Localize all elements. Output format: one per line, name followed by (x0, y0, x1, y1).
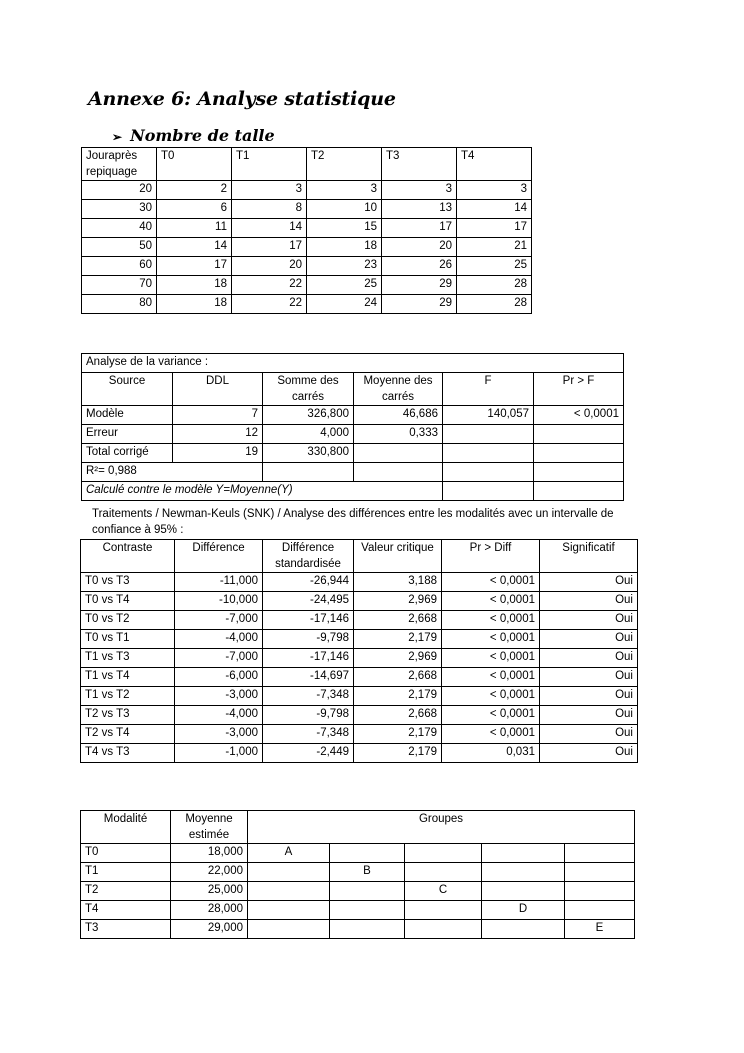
model-note: Calculé contre le modèle Y=Moyenne(Y) (82, 482, 443, 501)
table-cell (534, 463, 624, 482)
table-cell: 22 (232, 295, 307, 314)
table-row (82, 295, 532, 314)
table-cell: 6 (157, 200, 232, 219)
table-cell (354, 444, 443, 463)
table-cell: 14 (232, 219, 307, 238)
table-cell: 20 (232, 257, 307, 276)
table-cell: -7,000 (175, 649, 263, 668)
column-header: Moyenne des carrés (354, 373, 443, 406)
table-cell: 18 (307, 238, 382, 257)
table-cell: 25 (457, 257, 532, 276)
column-header: Jouraprès repiquage (82, 148, 157, 181)
table-cell: < 0,0001 (442, 668, 540, 687)
table-row (82, 276, 532, 295)
column-header: F (443, 373, 534, 406)
table-row (81, 725, 638, 744)
table-cell: Oui (540, 744, 638, 763)
table-cell (443, 482, 534, 501)
table-cell (534, 444, 624, 463)
table-row (81, 744, 638, 763)
table-cell: -24,495 (263, 592, 354, 611)
group-letter (405, 844, 482, 863)
group-letter (330, 844, 405, 863)
group-letter (405, 920, 482, 939)
table-cell: Erreur (82, 425, 173, 444)
table-cell: 18 (157, 276, 232, 295)
section-heading-label: Nombre de talle (130, 126, 275, 145)
table-cell: 22,000 (171, 863, 248, 882)
groups-table (80, 810, 635, 939)
group-letter: E (565, 920, 635, 939)
section-heading (112, 126, 275, 145)
table-cell: -17,146 (263, 611, 354, 630)
table-cell: T1 vs T4 (81, 668, 175, 687)
snk-note: Traitements / Newman-Keuls (SNK) / Analyse des différences entre les modalités avec un intervalle de confiance à 95% : (92, 508, 614, 536)
anova-table (81, 353, 624, 501)
group-letter (330, 920, 405, 939)
table-row (82, 444, 624, 463)
table-cell: 28 (457, 276, 532, 295)
table-cell: Modèle (82, 406, 173, 425)
table-cell: T3 (81, 920, 171, 939)
column-header: T0 (157, 148, 232, 181)
group-letter (482, 920, 565, 939)
table-row (82, 406, 624, 425)
table-cell: Total corrigé (82, 444, 173, 463)
table-cell: -14,697 (263, 668, 354, 687)
anova-caption: Analyse de la variance : (82, 354, 624, 373)
table-cell: 3 (307, 181, 382, 200)
table-cell: 30 (82, 200, 157, 219)
table-cell: 26 (382, 257, 457, 276)
table-cell: 18,000 (171, 844, 248, 863)
column-header: Modalité (81, 811, 171, 844)
table-cell (354, 463, 443, 482)
table-cell: 22 (232, 276, 307, 295)
table-cell: T0 (81, 844, 171, 863)
table-cell: 326,800 (263, 406, 354, 425)
table-cell: 14 (457, 200, 532, 219)
table-cell: 17 (232, 238, 307, 257)
table-cell: 3 (457, 181, 532, 200)
table-cell: 2,969 (354, 592, 442, 611)
table-cell: Oui (540, 592, 638, 611)
group-letter: B (330, 863, 405, 882)
table-cell: < 0,0001 (442, 725, 540, 744)
column-header: Pr > F (534, 373, 624, 406)
table-cell (443, 425, 534, 444)
table-cell: T0 vs T2 (81, 611, 175, 630)
table-cell: Oui (540, 725, 638, 744)
table-cell: 29,000 (171, 920, 248, 939)
table-cell: 18 (157, 295, 232, 314)
table-caption-row (82, 354, 624, 373)
table-row (81, 668, 638, 687)
table-cell: 70 (82, 276, 157, 295)
table-cell: 2,668 (354, 668, 442, 687)
table-cell: 40 (82, 219, 157, 238)
table-cell: 17 (382, 219, 457, 238)
column-header: T2 (307, 148, 382, 181)
table-cell: -17,146 (263, 649, 354, 668)
table-cell: Oui (540, 630, 638, 649)
table-cell: < 0,0001 (534, 406, 624, 425)
table-cell: -10,000 (175, 592, 263, 611)
table-cell: 14 (157, 238, 232, 257)
tallage-table (81, 147, 532, 314)
table-cell: -7,348 (263, 725, 354, 744)
table-cell: 2,179 (354, 725, 442, 744)
column-header: DDL (173, 373, 263, 406)
table-cell: Oui (540, 649, 638, 668)
group-letter (565, 863, 635, 882)
page-title: Annexe 6: Analyse statistique (88, 88, 396, 110)
table-cell: Oui (540, 706, 638, 725)
table-cell: 11 (157, 219, 232, 238)
table-cell: 17 (157, 257, 232, 276)
column-header: Différence standardisée (263, 540, 354, 573)
table-cell: 46,686 (354, 406, 443, 425)
table-cell: -3,000 (175, 687, 263, 706)
table-cell: 140,057 (443, 406, 534, 425)
table-row (81, 882, 635, 901)
group-letter (482, 863, 565, 882)
table-cell: < 0,0001 (442, 573, 540, 592)
table-cell: -11,000 (175, 573, 263, 592)
table-cell: Oui (540, 611, 638, 630)
table-row (81, 630, 638, 649)
table-row (82, 482, 624, 501)
table-cell: T0 vs T1 (81, 630, 175, 649)
table-cell (443, 444, 534, 463)
table-cell: -4,000 (175, 630, 263, 649)
table-row (81, 592, 638, 611)
table-cell: T1 vs T3 (81, 649, 175, 668)
table-cell: 10 (307, 200, 382, 219)
group-letter (405, 863, 482, 882)
table-cell: T4 (81, 901, 171, 920)
group-letter (565, 844, 635, 863)
table-cell: -2,449 (263, 744, 354, 763)
table-row (81, 901, 635, 920)
table-cell: 19 (173, 444, 263, 463)
table-cell: 2 (157, 181, 232, 200)
group-letter: D (482, 901, 565, 920)
table-cell: 3 (232, 181, 307, 200)
table-cell: < 0,0001 (442, 687, 540, 706)
table-cell: T4 vs T3 (81, 744, 175, 763)
group-letter (330, 901, 405, 920)
group-letter (482, 882, 565, 901)
column-header: Source (82, 373, 173, 406)
group-letter (248, 901, 330, 920)
r-squared: R²= 0,988 (82, 463, 263, 482)
table-cell: < 0,0001 (442, 630, 540, 649)
table-cell: 23 (307, 257, 382, 276)
table-cell: 8 (232, 200, 307, 219)
table-cell (443, 463, 534, 482)
table-cell: 2,179 (354, 744, 442, 763)
table-cell: 80 (82, 295, 157, 314)
table-cell: T2 vs T4 (81, 725, 175, 744)
table-cell: 20 (382, 238, 457, 257)
table-row (81, 863, 635, 882)
table-cell: T2 vs T3 (81, 706, 175, 725)
table-cell: -4,000 (175, 706, 263, 725)
table-header-row (81, 540, 638, 573)
group-letter: C (405, 882, 482, 901)
table-cell: 29 (382, 295, 457, 314)
column-header: Somme des carrés (263, 373, 354, 406)
group-letter (565, 901, 635, 920)
table-cell: 2,668 (354, 611, 442, 630)
column-header: Significatif (540, 540, 638, 573)
table-cell (263, 463, 354, 482)
table-cell: 25 (307, 276, 382, 295)
column-header: Contraste (81, 540, 175, 573)
table-cell: 3 (382, 181, 457, 200)
table-cell: 3,188 (354, 573, 442, 592)
table-row (82, 238, 532, 257)
group-letter (248, 863, 330, 882)
table-row (81, 611, 638, 630)
arrow-bullet-icon: ➢ (112, 130, 123, 144)
table-cell: 50 (82, 238, 157, 257)
column-header: Valeur critique (354, 540, 442, 573)
table-cell: -9,798 (263, 630, 354, 649)
table-cell: 29 (382, 276, 457, 295)
table-cell: T2 (81, 882, 171, 901)
table-cell: < 0,0001 (442, 706, 540, 725)
table-cell: T0 vs T4 (81, 592, 175, 611)
table-cell: 12 (173, 425, 263, 444)
table-header-row (82, 148, 532, 181)
table-cell: Oui (540, 687, 638, 706)
table-row (81, 687, 638, 706)
table-row (82, 181, 532, 200)
group-letter (565, 882, 635, 901)
table-cell: 28,000 (171, 901, 248, 920)
table-cell (534, 425, 624, 444)
snk-table (80, 539, 638, 763)
table-row (81, 649, 638, 668)
table-row (81, 920, 635, 939)
table-cell: 21 (457, 238, 532, 257)
group-letter (405, 901, 482, 920)
table-cell: 17 (457, 219, 532, 238)
table-cell: 2,179 (354, 687, 442, 706)
table-cell: 7 (173, 406, 263, 425)
column-header: Moyenne estimée (171, 811, 248, 844)
table-cell: -3,000 (175, 725, 263, 744)
group-letter (482, 844, 565, 863)
table-cell: Oui (540, 573, 638, 592)
table-row (82, 257, 532, 276)
column-header: T3 (382, 148, 457, 181)
table-cell: 0,031 (442, 744, 540, 763)
table-cell: 0,333 (354, 425, 443, 444)
table-cell: < 0,0001 (442, 649, 540, 668)
table-cell: 20 (82, 181, 157, 200)
table-cell: 13 (382, 200, 457, 219)
column-header: Pr > Diff (442, 540, 540, 573)
table-cell: T0 vs T3 (81, 573, 175, 592)
table-header-row (81, 811, 635, 844)
table-cell: 2,668 (354, 706, 442, 725)
group-letter: A (248, 844, 330, 863)
table-row (81, 706, 638, 725)
group-letter (248, 882, 330, 901)
table-cell: -9,798 (263, 706, 354, 725)
table-cell: 2,969 (354, 649, 442, 668)
table-row (82, 219, 532, 238)
group-letter (330, 882, 405, 901)
table-row (81, 844, 635, 863)
table-cell: 330,800 (263, 444, 354, 463)
column-header: Groupes (248, 811, 635, 844)
table-header-row (82, 373, 624, 406)
table-cell: T1 (81, 863, 171, 882)
table-cell (534, 482, 624, 501)
table-row (82, 200, 532, 219)
table-cell: -6,000 (175, 668, 263, 687)
table-cell: 28 (457, 295, 532, 314)
column-header: T1 (232, 148, 307, 181)
table-row (82, 425, 624, 444)
table-cell: -26,944 (263, 573, 354, 592)
table-cell: 15 (307, 219, 382, 238)
table-cell: Oui (540, 668, 638, 687)
table-cell: < 0,0001 (442, 592, 540, 611)
group-letter (248, 920, 330, 939)
table-cell: -1,000 (175, 744, 263, 763)
table-cell: 60 (82, 257, 157, 276)
table-cell: 24 (307, 295, 382, 314)
table-row (82, 463, 624, 482)
table-cell: 4,000 (263, 425, 354, 444)
column-header: T4 (457, 148, 532, 181)
table-cell: < 0,0001 (442, 611, 540, 630)
table-cell: -7,000 (175, 611, 263, 630)
table-cell: 25,000 (171, 882, 248, 901)
table-row (81, 573, 638, 592)
table-cell: -7,348 (263, 687, 354, 706)
table-cell: 2,179 (354, 630, 442, 649)
column-header: Différence (175, 540, 263, 573)
table-cell: T1 vs T2 (81, 687, 175, 706)
